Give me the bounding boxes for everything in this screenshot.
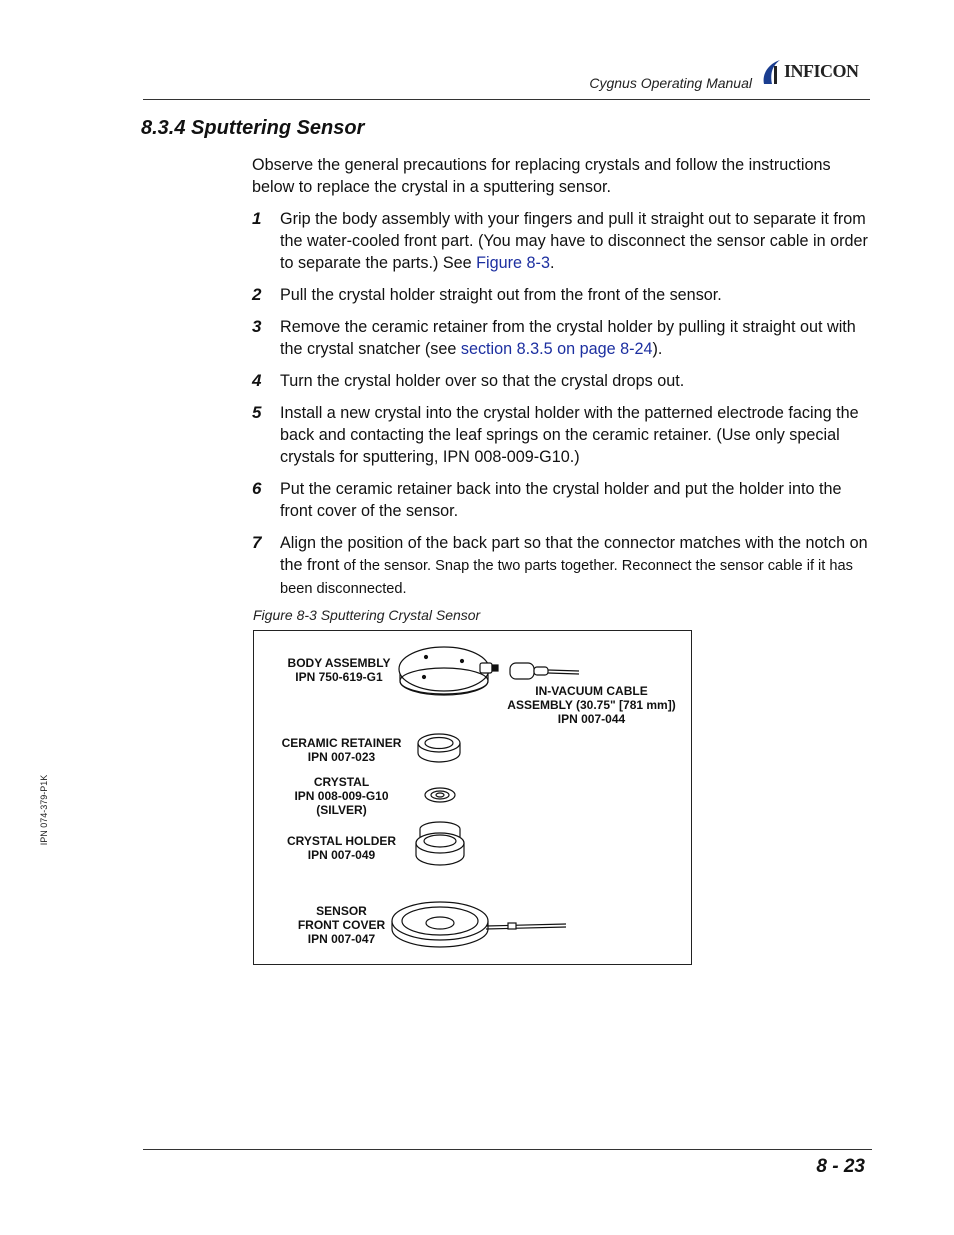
step-number: 4 xyxy=(252,371,262,390)
section-heading: 8.3.4 Sputtering Sensor xyxy=(141,117,365,139)
step-2 xyxy=(252,284,874,306)
step-7 xyxy=(252,532,874,600)
step-number: 1 xyxy=(252,209,262,228)
step-number: 5 xyxy=(252,403,262,422)
step-text: Pull the crystal holder straight out from the front of the sensor. xyxy=(280,286,722,304)
header-rule xyxy=(143,99,870,100)
step-1 xyxy=(252,208,874,274)
label-line: CERAMIC RETAINER xyxy=(281,736,402,750)
step-text: Put the ceramic retainer back into the crystal holder and put the holder into the front cover of the sensor. xyxy=(280,480,842,520)
page-number: 8 - 23 xyxy=(816,1156,865,1177)
step-text: Turn the crystal holder over so that the crystal drops out. xyxy=(280,372,685,390)
label-line: (SILVER) xyxy=(316,803,367,817)
logo-text: INFICON xyxy=(784,61,859,81)
cable-label xyxy=(494,684,689,726)
label-line: IPN 007-047 xyxy=(307,932,376,946)
body-assembly-label xyxy=(274,656,404,684)
steps-list xyxy=(252,208,874,610)
footer-rule xyxy=(143,1149,872,1150)
step-text: Align the position of the back part so that the connector matches with the notch on the front xyxy=(280,534,868,574)
step-number: 7 xyxy=(252,533,262,552)
step-text: Install a new crystal into the crystal holder with the patterned electrode facing the back and contacting the leaf springs on the ceramic retainer. (Use only special crystals for sputtering, IPN 008-009-G10.) xyxy=(280,404,859,466)
step-text: Grip the body assembly with your fingers and pull it straight out to separate it from the water-cooled front part. (You may have to disconnect the sensor cable in order to separate the parts.) See xyxy=(280,210,868,272)
label-line: IPN 007-049 xyxy=(307,848,376,862)
figure-caption: Figure 8-3 Sputtering Crystal Sensor xyxy=(253,607,481,623)
step-6 xyxy=(252,478,874,522)
step-text-small: of the sensor. Snap the two parts together. Reconnect the sensor cable if it has been disconnected. xyxy=(280,558,853,597)
step-text: Remove the ceramic retainer from the crystal holder by pulling it straight out with the crystal snatcher (see xyxy=(280,318,856,358)
step-3 xyxy=(252,316,874,360)
step-5 xyxy=(252,402,874,468)
crystal-holder-drawing xyxy=(416,822,464,865)
side-ipn: IPN 074-379-P1K xyxy=(39,774,49,846)
ceramic-retainer-label xyxy=(274,736,409,764)
step-text-end: ). xyxy=(652,340,663,358)
intro-paragraph: Observe the general precautions for replacing crystals and follow the instructions below to replace the crystal in a sputtering sensor. xyxy=(252,156,831,196)
label-line: FRONT COVER xyxy=(297,918,386,932)
label-line: SENSOR xyxy=(316,904,367,918)
step-text-end: . xyxy=(549,254,555,272)
label-line: CRYSTAL HOLDER xyxy=(286,834,397,848)
label-line: IPN 008-009-G10 xyxy=(294,789,389,803)
crystal-label xyxy=(274,775,409,817)
section-8-3-5-link[interactable]: section 8.3.5 on page 8-24 xyxy=(460,340,653,358)
crystal-holder-label xyxy=(274,834,409,862)
front-cover-drawing xyxy=(392,902,566,947)
step-number: 6 xyxy=(252,479,262,498)
label-line: IPN 007-023 xyxy=(307,750,376,764)
step-number: 2 xyxy=(252,285,262,304)
front-cover-label xyxy=(274,904,409,946)
figure-8-3-link[interactable]: Figure 8-3 xyxy=(476,254,550,272)
body-assembly-drawing xyxy=(399,647,498,695)
label-line: IPN 750-619-G1 xyxy=(295,670,383,684)
crystal-drawing xyxy=(425,788,455,802)
sputtering-sensor-figure xyxy=(253,630,692,965)
manual-title: Cygnus Operating Manual xyxy=(589,75,752,91)
label-line: ASSEMBLY (30.75" [781 mm]) xyxy=(507,698,676,712)
label-line: CRYSTAL xyxy=(313,775,370,789)
label-line: BODY ASSEMBLY xyxy=(287,656,391,670)
ceramic-retainer-drawing xyxy=(418,734,460,762)
step-4 xyxy=(252,370,874,392)
label-line: IN-VACUUM CABLE xyxy=(535,684,648,698)
label-line: IPN 007-044 xyxy=(557,712,626,726)
cable-drawing xyxy=(510,663,579,679)
inficon-logo xyxy=(760,58,875,88)
step-number: 3 xyxy=(252,317,262,336)
